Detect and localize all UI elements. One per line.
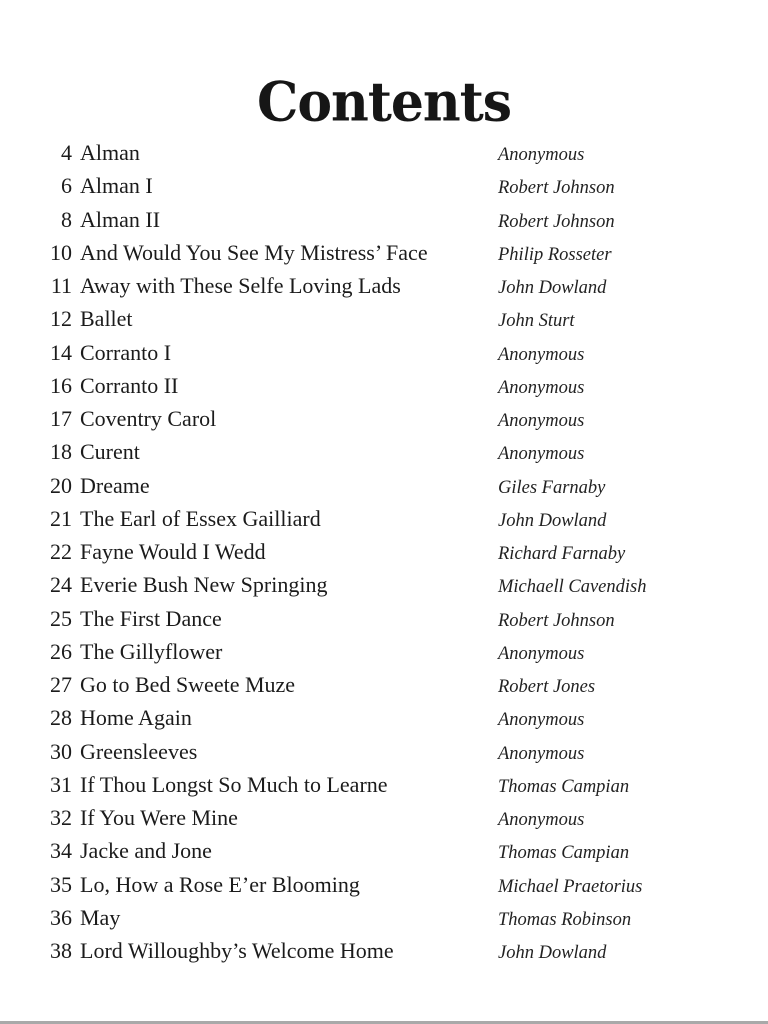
song-title: The First Dance xyxy=(80,605,222,631)
toc-row xyxy=(0,701,768,734)
page-number: 8 xyxy=(61,206,72,232)
toc-row xyxy=(0,901,768,934)
composer-name: Anonymous xyxy=(498,411,585,431)
song-title: The Gillyflower xyxy=(80,638,223,664)
page-number: 25 xyxy=(50,605,72,631)
page-number: 21 xyxy=(50,505,72,531)
toc-row xyxy=(0,735,768,768)
toc-row xyxy=(0,535,768,568)
page-number: 38 xyxy=(50,938,72,963)
page-number: 4 xyxy=(61,140,72,165)
song-title: Away with These Selfe Loving Lads xyxy=(80,273,401,298)
song-title: Alman I xyxy=(80,173,153,199)
song-title: Go to Bed Sweete Muze xyxy=(80,672,296,697)
song-title: Lo, How a Rose E’er Blooming xyxy=(80,871,360,897)
toc-row xyxy=(0,336,768,369)
composer-name: Anonymous xyxy=(498,444,585,465)
page-number: 16 xyxy=(50,372,72,398)
composer-name: Anonymous xyxy=(498,710,585,731)
page-number: 17 xyxy=(50,406,72,431)
song-title: Everie Bush New Springing xyxy=(80,572,328,598)
song-title: Fayne Would I Wedd xyxy=(80,539,266,564)
toc-row xyxy=(0,834,768,867)
toc-row xyxy=(0,868,768,901)
toc-row xyxy=(0,369,768,402)
composer-name: Robert Jones xyxy=(498,677,596,697)
composer-name: John Dowland xyxy=(498,510,607,531)
toc-row xyxy=(0,568,768,601)
composer-name: Anonymous xyxy=(498,344,585,365)
composer-name: Thomas Campian xyxy=(498,776,630,797)
song-title: Alman II xyxy=(80,206,161,232)
page-number: 10 xyxy=(50,239,72,265)
song-title: The Earl of Essex Gailliard xyxy=(80,505,321,531)
toc-row xyxy=(0,768,768,801)
toc-row xyxy=(0,136,768,169)
page-number: 22 xyxy=(50,539,72,564)
composer-name: Anonymous xyxy=(498,743,585,764)
page-number: 32 xyxy=(50,805,72,830)
page-number: 34 xyxy=(50,838,72,864)
page-number: 28 xyxy=(50,705,72,731)
toc-row xyxy=(0,469,768,502)
song-title: If You Were Mine xyxy=(80,805,238,830)
composer-name: Anonymous xyxy=(498,377,585,398)
toc-row xyxy=(0,302,768,335)
composer-name: Giles Farnaby xyxy=(498,477,606,498)
toc-row xyxy=(0,502,768,535)
page-title: Contents xyxy=(256,70,512,135)
song-title: And Would You See My Mistress’ Face xyxy=(80,239,428,265)
song-title: Greensleeves xyxy=(80,738,198,764)
page-number: 18 xyxy=(50,439,72,465)
page-number: 30 xyxy=(50,738,72,764)
composer-name: Robert Johnson xyxy=(498,610,615,631)
composer-name: Michael Praetorius xyxy=(498,876,643,897)
toc-row xyxy=(0,934,768,967)
song-title: May xyxy=(80,904,121,930)
composer-name: Robert Johnson xyxy=(498,178,615,199)
toc-row xyxy=(0,801,768,834)
song-title: Corranto I xyxy=(80,339,172,365)
toc-row xyxy=(0,435,768,468)
toc-row xyxy=(0,402,768,435)
toc-row xyxy=(0,668,768,701)
page-number: 35 xyxy=(50,871,72,897)
composer-name: Anonymous xyxy=(498,643,585,664)
song-title: Alman xyxy=(80,140,140,165)
toc-row xyxy=(0,602,768,635)
page-number: 24 xyxy=(50,572,72,598)
page-number: 26 xyxy=(50,638,72,664)
composer-name: Richard Farnaby xyxy=(498,544,626,564)
composer-name: Anonymous xyxy=(498,810,585,830)
song-title: If Thou Longst So Much to Learne xyxy=(80,771,388,797)
song-title: Dreame xyxy=(80,472,150,498)
song-title: Ballet xyxy=(80,306,133,332)
composer-name: John Dowland xyxy=(498,278,607,298)
composer-name: Michaell Cavendish xyxy=(498,577,647,598)
composer-name: Thomas Campian xyxy=(498,843,630,864)
toc-row xyxy=(0,169,768,202)
page-number: 6 xyxy=(61,173,72,199)
composer-name: John Dowland xyxy=(498,943,607,963)
song-title: Corranto II xyxy=(80,372,179,398)
page-number: 14 xyxy=(50,339,72,365)
composer-name: Anonymous xyxy=(498,145,585,165)
page-number: 11 xyxy=(50,273,72,298)
page-number: 31 xyxy=(50,771,72,797)
page-number: 36 xyxy=(50,904,72,930)
page-number: 27 xyxy=(50,672,72,697)
composer-name: Thomas Robinson xyxy=(498,909,632,930)
page-number: 20 xyxy=(50,472,72,498)
toc-row xyxy=(0,635,768,668)
toc-list xyxy=(0,136,768,967)
song-title: Lord Willoughby’s Welcome Home xyxy=(80,938,394,963)
song-title: Jacke and Jone xyxy=(80,838,212,864)
toc-row xyxy=(0,236,768,269)
toc-row xyxy=(0,269,768,302)
composer-name: Robert Johnson xyxy=(498,211,615,232)
page-number: 12 xyxy=(50,306,72,332)
composer-name: John Sturt xyxy=(498,311,575,332)
toc-row xyxy=(0,203,768,236)
song-title: Curent xyxy=(80,439,140,465)
song-title: Coventry Carol xyxy=(80,406,217,431)
composer-name: Philip Rosseter xyxy=(498,244,612,265)
song-title: Home Again xyxy=(80,705,192,731)
